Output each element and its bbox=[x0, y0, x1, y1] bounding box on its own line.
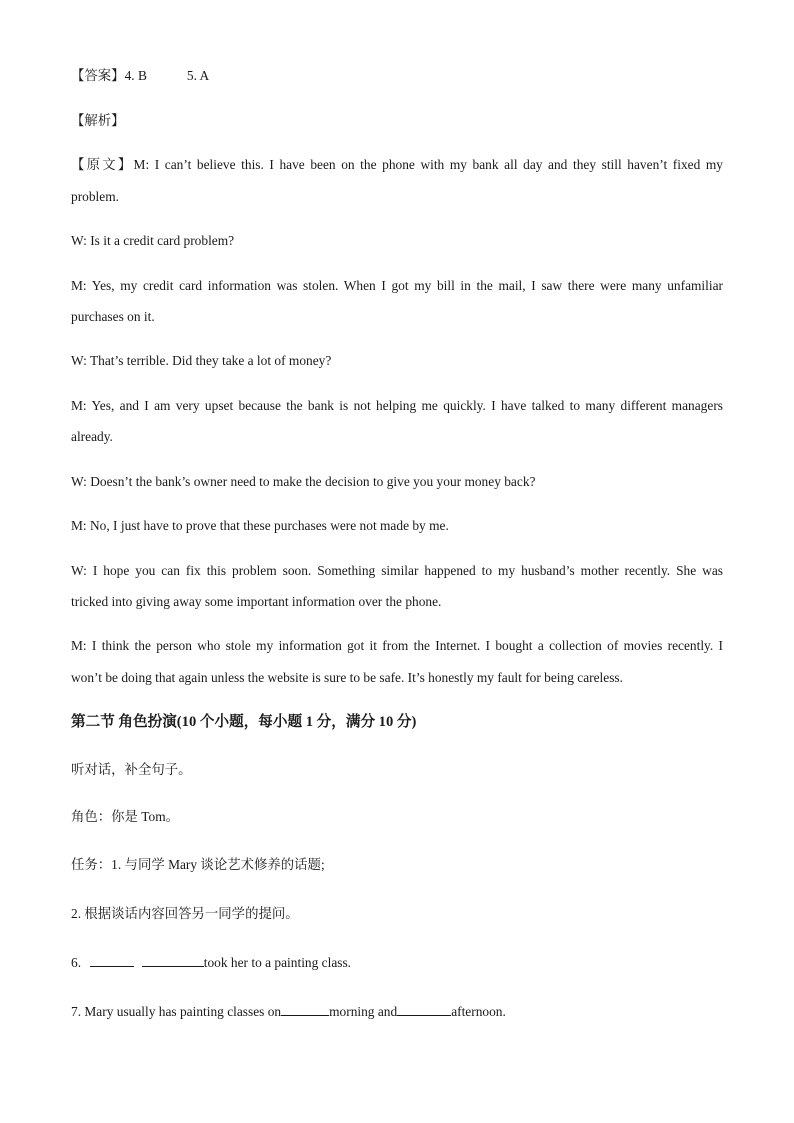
question-7-mid: morning and bbox=[329, 1004, 398, 1019]
transcript-w4-line2: tricked into giving away some important information over the phone. bbox=[71, 594, 442, 609]
transcript-m1-text: M: I can’t believe this. I have been on the phone with my bank all day and they still haven’t fixed my bbox=[133, 157, 724, 172]
section2-task1: 任务：1. 与同学 Mary 谈论艺术修养的话题; bbox=[71, 857, 325, 872]
analysis-label: 【解析】 bbox=[71, 113, 125, 128]
question-7-blank-1[interactable] bbox=[281, 1003, 329, 1016]
transcript-w4-line1: W: I hope you can fix this problem soon. Something similar happened to my husband’s mother recently. She was bbox=[71, 563, 723, 578]
transcript-w3: W: Doesn’t the bank’s owner need to make the decision to give you your money back? bbox=[71, 474, 536, 489]
transcript-w2: W: That’s terrible. Did they take a lot of money? bbox=[71, 353, 332, 368]
section2-instruction: 听对话，补全句子。 bbox=[71, 762, 192, 777]
question-7 bbox=[71, 1003, 723, 1020]
question-6-text: took her to a painting class. bbox=[203, 955, 352, 970]
section2-heading: 第二节 角色扮演(10 个小题，每小题 1 分，满分 10 分) bbox=[71, 714, 417, 730]
answer-item-4: 4. B bbox=[124, 68, 147, 83]
question-7-blank-2[interactable] bbox=[397, 1003, 451, 1016]
section2-task2: 2. 根据谈话内容回答另一同学的提问。 bbox=[71, 906, 299, 921]
transcript-m1-line2: problem. bbox=[71, 189, 119, 204]
transcript-m5-line1: M: I think the person who stole my information got it from the Internet. I bought a collection of movies recently. I bbox=[71, 638, 723, 653]
transcript-w1: W: Is it a credit card problem? bbox=[71, 233, 235, 248]
section2-role: 角色：你是 Tom。 bbox=[71, 809, 180, 824]
answer-item-5: 5. A bbox=[186, 68, 210, 83]
transcript-m5-line2: won’t be doing that again unless the website is sure to be safe. It’s honestly my fault for being careless. bbox=[71, 670, 623, 685]
question-6 bbox=[71, 954, 723, 971]
question-7-start: 7. Mary usually has painting classes on bbox=[71, 1004, 282, 1019]
transcript-m3-line2: already. bbox=[71, 429, 113, 444]
transcript-label: 【原文】 bbox=[71, 157, 134, 172]
question-6-blank-2[interactable] bbox=[142, 954, 204, 967]
question-6-number: 6. bbox=[71, 955, 82, 970]
answer-label: 【答案】 bbox=[71, 68, 125, 83]
transcript-m3-line1: M: Yes, and I am very upset because the bank is not helping me quickly. I have talked to many different managers bbox=[71, 398, 723, 413]
question-7-tail: afternoon. bbox=[451, 1004, 506, 1019]
answer-line bbox=[71, 68, 723, 84]
transcript-m1-line1 bbox=[71, 157, 723, 173]
transcript-m2-line2: purchases on it. bbox=[71, 309, 155, 324]
transcript-m2-line1: M: Yes, my credit card information was stolen. When I got my bill in the mail, I saw there were many unfamiliar bbox=[71, 278, 723, 293]
transcript-m4: M: No, I just have to prove that these purchases were not made by me. bbox=[71, 518, 449, 533]
question-6-blank-1[interactable] bbox=[90, 954, 134, 967]
